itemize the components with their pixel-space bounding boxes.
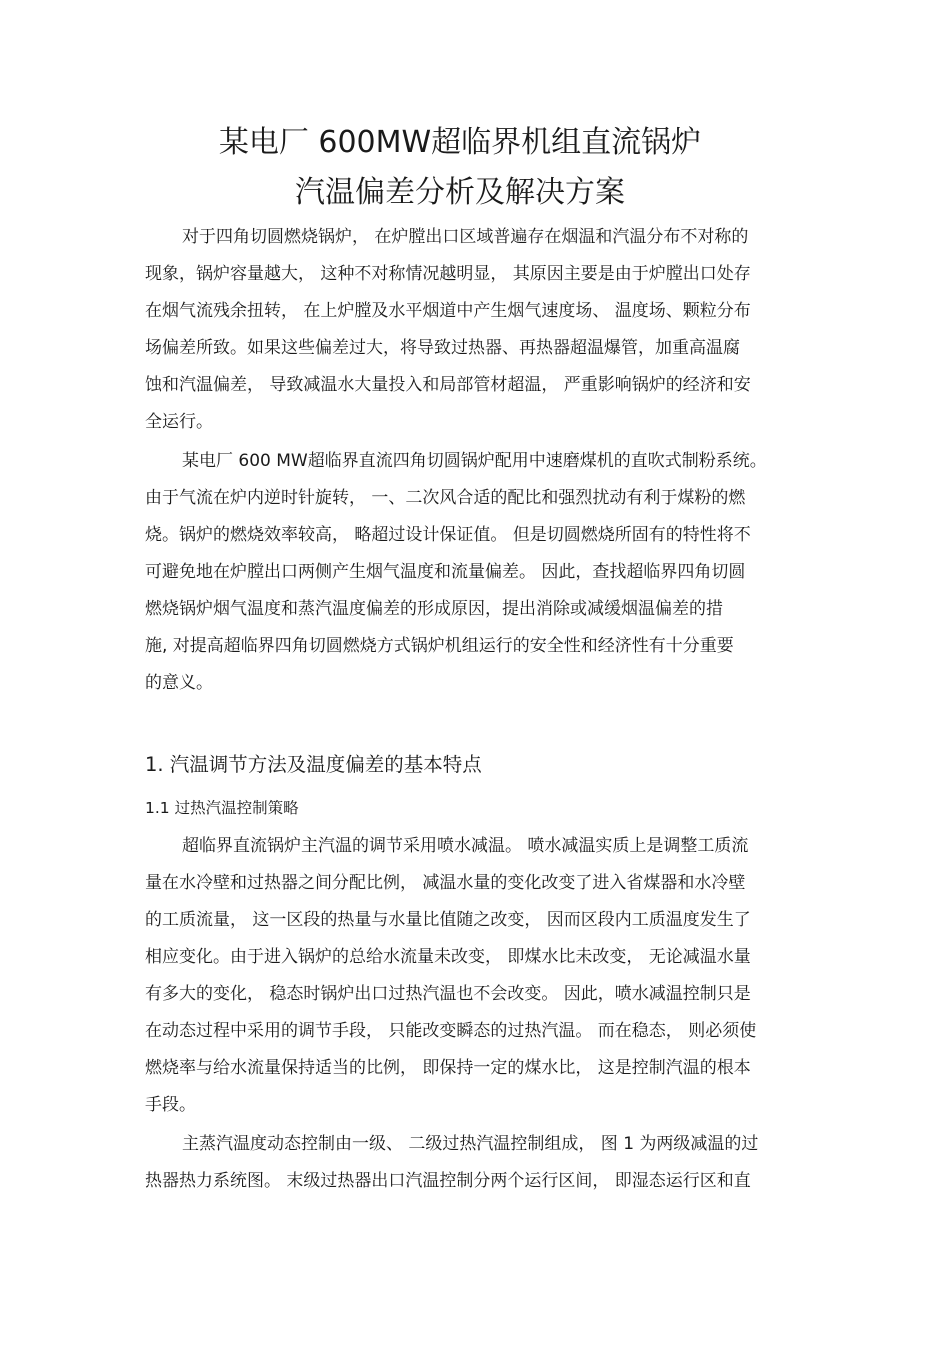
text-line: 手段。 <box>145 1095 196 1115</box>
text-line: 对于四角切圆燃烧锅炉， 在炉膛出口区域普遍存在烟温和汽温分布不对称的 <box>182 227 749 247</box>
document-title-line-1: 某电厂 600MW超临界机组直流锅炉 <box>218 125 702 160</box>
text-line: 场偏差所致。如果这些偏差过大，将导致过热器、再热器超温爆管，加重高温腐 <box>145 338 740 358</box>
text-line: 主蒸汽温度动态控制由一级、 二级过热汽温控制组成， 图 1 为两级减温的过 <box>182 1134 759 1154</box>
text-line: 在动态过程中采用的调节手段， 只能改变瞬态的过热汽温。 而在稳态， 则必须使 <box>145 1021 757 1041</box>
text-line: 由于气流在炉内逆时针旋转， 一、二次风合适的配比和强烈扰动有利于煤粉的燃 <box>145 488 746 508</box>
text-line: 某电厂 600 MW超临界直流四角切圆锅炉配用中速磨煤机的直吹式制粉系统。 <box>182 451 767 471</box>
text-line: 燃烧锅炉烟气温度和蒸汽温度偏差的形成原因，提出消除或减缓烟温偏差的措 <box>145 599 723 619</box>
text-line: 的工质流量， 这一区段的热量与水量比值随之改变， 因而区段内工质温度发生了 <box>145 910 751 930</box>
text-line: 可避免地在炉膛出口两侧产生烟气温度和流量偏差。 因此，查找超临界四角切圆 <box>145 562 746 582</box>
text-line: 在烟气流残余扭转， 在上炉膛及水平烟道中产生烟气速度场、 温度场、颗粒分布 <box>145 301 751 321</box>
subsection-heading: 1.1 过热汽温控制策略 <box>145 799 299 817</box>
text-line: 现象，锅炉容量越大， 这种不对称情况越明显， 其原因主要是由于炉膛出口处存 <box>145 264 751 284</box>
text-line: 全运行。 <box>145 412 213 432</box>
text-line: 烧。锅炉的燃烧效率较高， 略超过设计保证值。 但是切圆燃烧所固有的特性将不 <box>145 525 751 545</box>
text-line: 的意义。 <box>145 673 213 693</box>
text-line: 燃烧率与给水流量保持适当的比例， 即保持一定的煤水比， 这是控制汽温的根本 <box>145 1058 751 1078</box>
section-heading: 1. 汽温调节方法及温度偏差的基本特点 <box>145 753 482 776</box>
text-line: 施, 对提高超临界四角切圆燃烧方式锅炉机组运行的安全性和经济性有十分重要 <box>145 636 734 656</box>
text-line: 热器热力系统图。 末级过热器出口汽温控制分两个运行区间， 即湿态运行区和直 <box>145 1171 751 1191</box>
text-line: 蚀和汽温偏差， 导致减温水大量投入和局部管材超温， 严重影响锅炉的经济和安 <box>145 375 751 395</box>
text-line: 超临界直流锅炉主汽温的调节采用喷水减温。 喷水减温实质上是调整工质流 <box>182 836 749 856</box>
text-line: 有多大的变化， 稳态时锅炉出口过热汽温也不会改变。 因此，喷水减温控制只是 <box>145 984 751 1004</box>
text-line: 相应变化。由于进入锅炉的总给水流量未改变， 即煤水比未改变， 无论减温水量 <box>145 947 751 967</box>
text-line: 量在水冷壁和过热器之间分配比例， 减温水量的变化改变了进入省煤器和水冷壁 <box>145 873 746 893</box>
document-title-line-2: 汽温偏差分析及解决方案 <box>295 175 625 210</box>
